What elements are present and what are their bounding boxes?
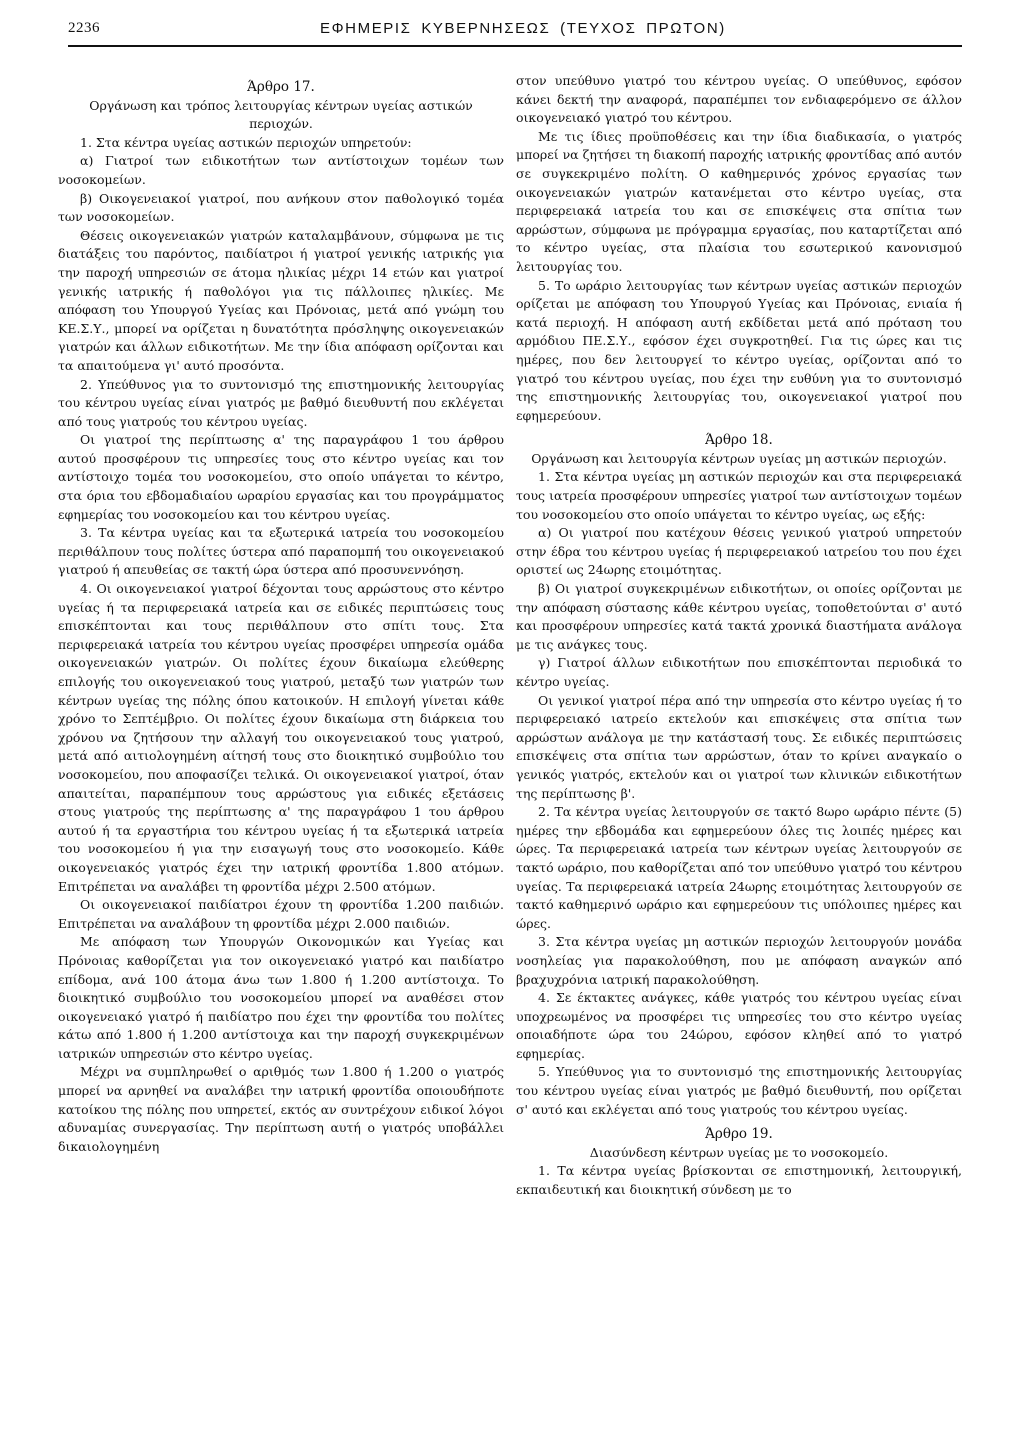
right-column xyxy=(516,72,962,1200)
article-18-title: Άρθρο 18. xyxy=(705,432,773,449)
paragraph: β) Οι γιατροί συγκεκριμένων ειδικοτήτων, οι οποίες ορίζονται με την απόφαση σύστασης κάθε κέντρου υγείας, τοποθετούνται σ' αυτό και προσφέρουν υπηρεσίες κατά τακτά χρονικά διαστήματα ανάλογα με τις ανάγκες τους. xyxy=(516,581,962,652)
paragraph: 1. Στα κέντρα υγείας αστικών περιοχών υπηρετούν: xyxy=(80,134,412,150)
paragraph: Με τις ίδιες προϋποθέσεις και την ίδια διαδικασία, ο γιατρός μπορεί να ζητήσει τη διακοπή παροχής ιατρικής φροντίδας από αυτόν σε συγκεκριμένο πολίτη. Ο καθημερινός χρόνος εργασίας των οικογενειακών γιατρών κατανέμεται στο κέντρο υγείας, στα περιφερειακά ιατρεία του και σε επισκέψεις στα σπίτια των αρρώστων, σύμφωνα με πρόγραμμα εργασίας, που καταρτίζεται από το κέντρο υγείας, στα πλαίσια του εσωτερικού κανονισμού λειτουργίας του. xyxy=(516,128,962,274)
paragraph: 4. Οι οικογενειακοί γιατροί δέχονται τους αρρώστους στο κέντρο υγείας ή τα περιφερειακά ιατρεία και σε ειδικές περιπτώσεις τους επισκέπτονται και τους περιθάλπουν στο σπίτι τους. Στα περιφερειακά ιατρεία του κέντρου υγείας προσφέρει υπηρεσία ομάδα οικογενειακών γιατρών. Οι πολίτες έχουν δικαίωμα ελεύθερης επιλογής του οικογενειακού τους γιατρού, μεταξύ των γιατρών των κέντρων υγείας της πόλης όπου κατοικούν. Η επιλογή γίνεται κάθε χρόνο το Σεπτέμβριο. Οι πολίτες έχουν δικαίωμα στη διάρκεια του χρόνου να ζητήσουν την αλλαγή του οικογενειακού τους γιατρού, μετά από αιτιολογημένη αίτησή τους στο διοικητικό συμβούλιο του νοσοκομείου, που αποφασίζει τελικά. Οι οικογενειακοί γιατροί, όταν απαιτείται, παραπέμπουν τους αρρώστους για ειδικές εξετάσεις στους γιατρούς της περίπτωσης α' της παραγράφου 1 του άρθρου αυτού ή τα εργαστήρια του κέντρου υγείας ή τα εξωτερικά ιατρεία του νοσοκομείου ή για την εισαγωγή τους στο νοσοκομείο. Κάθε οικογενειακός γιατρός έχει την ιατρική φροντίδα 1.800 ατόμων. Επιτρέπεται να αναλάβει τη φροντίδα μέχρι 2.500 ατόμων. xyxy=(58,581,504,894)
page-header xyxy=(68,20,962,44)
paragraph: στον υπεύθυνο γιατρό του κέντρου υγείας. Ο υπεύθυνος, εφόσον κάνει δεκτή την αναφορά, παραπέμπει τον ενδιαφερόμενο σε άλλον οικογενειακό γιατρό του κέντρου. xyxy=(516,73,962,126)
paragraph: α) Γιατροί των ειδικοτήτων των αντίστοιχων τομέων των νοσοκομείων. xyxy=(58,153,504,187)
paragraph: Με απόφαση των Υπουργών Οικονομικών και Υγείας και Πρόνοιας καθορίζεται για τον οικογενειακό γιατρό και παιδίατρο επίδομα, ανά 100 άτομα άνω των 1.800 ή 1.200 αντίστοιχα. Το διοικητικό συμβούλιο του νοσοκομείου μπορεί να αναθέσει στον οικογενειακό γιατρό ή παιδίατρο που έχει την φροντίδα του πολίτες κάτω από 1.800 ή 1.200 αντίστοιχα και την παροχή συγκεκριμένων ιατρικών υπηρεσιών στο κέντρο υγείας. xyxy=(58,934,504,1061)
paragraph: 3. Τα κέντρα υγείας και τα εξωτερικά ιατρεία του νοσοκομείου περιθάλπουν τους πολίτες ύστερα από παραπομπή του οικογενειακού γιατρού ή απευθείας σε τακτή ώρα ύστερα από προσυνεννόηση. xyxy=(58,525,504,578)
left-column xyxy=(58,72,504,1156)
paragraph: 3. Στα κέντρα υγείας μη αστικών περιοχών λειτουργούν μονάδα νοσηλείας για παρακολούθηση, που με απόφαση αναγκών από βραχυχρόνια ιατρική παρακολούθηση. xyxy=(516,934,962,987)
paragraph: Οι γιατροί της περίπτωσης α' της παραγράφου 1 του άρθρου αυτού προσφέρουν τις υπηρεσίες τους στο κέντρο υγείας και τον αντίστοιχο τομέα του νοσοκομείου, στο οποίο υπάγεται το κέντρο, στα όρια του εβδομαδιαίου ωραρίου εργασίας και του προγράμματος εφημερίας του νοσοκομείου και του κέντρου υγείας. xyxy=(58,432,504,522)
gazette-title: ΕΦΗΜΕΡΙΣ ΚΥΒΕΡΝΗΣΕΩΣ (ΤΕΥΧΟΣ ΠΡΩΤΟΝ) xyxy=(320,20,726,37)
paragraph: 5. Υπεύθυνος για το συντονισμό της επιστημονικής λειτουργίας του κέντρου υγείας είναι γιατρός με βαθμό διευθυντή, που ορίζεται σ' αυτό και εκλέγεται από τους γιατρούς του κέντρου υγείας. xyxy=(516,1064,962,1117)
paragraph: Θέσεις οικογενειακών γιατρών καταλαμβάνουν, σύμφωνα με τις διατάξεις του παρόντος, παιδίατροι ή γιατροί γενικής ιατρικής για την παροχή υπηρεσιών σε άτομα ηλικίας μέχρι 14 ετών και γιατροί γενικής ιατρικής ή παθολόγοι για τις πάλλοιπες ηλικίες. Με απόφαση του Υπουργού Υγείας και Πρόνοιας, μετά από γνώμη του ΚΕ.Σ.Υ., μπορεί να ορίζεται η δυνατότητα πρόσληψης οικογενειακών γιατρών και άλλων ειδικοτήτων. Με την ίδια απόφαση ορίζονται και τα απαιτούμενα γι' αυτό προσόντα. xyxy=(58,227,504,373)
paragraph: Μέχρι να συμπληρωθεί ο αριθμός των 1.800 ή 1.200 ο γιατρός μπορεί να αρνηθεί να αναλάβει την ιατρική φροντίδα οποιουδήποτε κατοίκου της πόλης που υπηρετεί, εκτός αν συντρέχουν ειδικοί λόγοι αδυναμίας συνεργασίας. Την περίπτωση αυτή ο γιατρός υποβάλλει δικαιολογημένη xyxy=(58,1064,504,1154)
article-19-subtitle: Διασύνδεση κέντρων υγείας με το νοσοκομείο. xyxy=(589,1144,889,1160)
paragraph: 5. Το ωράριο λειτουργίας των κέντρων υγείας αστικών περιοχών ορίζεται με απόφαση του Υπουργού Υγείας και Πρόνοιας, ενιαία ή κατά περιοχή. Η απόφαση αυτή εκδίδεται μετά από πρόταση του αρμόδιου ΠΕ.Σ.Υ., εφόσον έχει συγκροτηθεί. Για τις ώρες και τις ημέρες, που δεν λειτουργεί το κέντρο υγείας, ορίζονται από το γιατρό του κέντρου υγείας, που έχει την ευθύνη για το συντονισμό της επιστημονικής λειτουργίας του, οικογενειακοί γιατροί που εφημερεύουν. xyxy=(516,277,962,423)
paragraph: β) Οικογενειακοί γιατροί, που ανήκουν στον παθολογικό τομέα των νοσοκομείων. xyxy=(58,190,504,225)
page-number: 2236 xyxy=(68,20,100,36)
paragraph: 1. Τα κέντρα υγείας βρίσκονται σε επιστημονική, λειτουργική, εκπαιδευτική και διοικητική σύνδεση με το xyxy=(516,1163,962,1198)
paragraph: α) Οι γιατροί που κατέχουν θέσεις γενικού γιατρού υπηρετούν στην έδρα του κέντρου υγείας ή περιφερειακού ιατρείου του που έχει οριστεί ως 24ωρης ετοιμότητας. xyxy=(516,525,962,578)
paragraph: Οι γενικοί γιατροί πέρα από την υπηρεσία στο κέντρο υγείας ή το περιφερειακό ιατρείο εκτελούν και επισκέψεις στα σπίτια των αρρώστων ανάλογα με την κατάστασή τους. Σε ειδικές περιπτώσεις επισκέψεις στα σπίτια των αρρώστων, όταν το κρίνει αναγκαίο ο γενικός γιατρός, εκτελούν και οι γιατροί των κλινικών ειδικοτήτων της περίπτωσης β'. xyxy=(516,692,962,801)
paragraph: 4. Σε έκτακτες ανάγκες, κάθε γιατρός του κέντρου υγείας είναι υποχρεωμένος να προσφέρει τις υπηρεσίες του στο κέντρο υγείας οποιαδήποτε ώρα του 24ώρου, εφόσον κληθεί από το γιατρό εφημερίας. xyxy=(516,990,962,1061)
header-rule xyxy=(68,45,962,47)
article-17-subtitle: Οργάνωση και τρόπος λειτουργίας κέντρων υγείας αστικών περιοχών. xyxy=(89,97,473,132)
article-19-title: Άρθρο 19. xyxy=(705,1126,773,1143)
paragraph: 1. Στα κέντρα υγείας μη αστικών περιοχών και στα περιφερειακά τους ιατρεία προσφέρουν υπηρεσίες γιατροί των αντίστοιχων τομέων του νοσοκομείου στο οποίο υπάγεται το κέντρο υγείας, ως εξής: xyxy=(516,469,962,522)
article-17-title: Άρθρο 17. xyxy=(247,79,315,95)
paragraph: 2. Υπεύθυνος για το συντονισμό της επιστημονικής λειτουργίας του κέντρου υγείας είναι γιατρός με βαθμό διευθυντή που εκλέγεται από τους γιατρούς του κέντρου υγείας. xyxy=(58,376,504,429)
paragraph: 2. Τα κέντρα υγείας λειτουργούν σε τακτό 8ωρο ωράριο πέντε (5) ημέρες την εβδομάδα και εφημερεύουν όλες τις λοιπές ημέρες και ώρες. Τα περιφερειακά ιατρεία των κέντρων υγείας λειτουργούν σε τακτό ωράριο, που καθορίζεται από τον υπεύθυνο γιατρό του κέντρου υγείας. Τα περιφερειακά ιατρεία 24ωρης ετοιμότητας λειτουργούν σε τακτό καθημερινό ωράριο και εφημερεύουν τις υπόλοιπες ημέρες και ώρες. xyxy=(516,804,962,931)
paragraph: γ) Γιατροί άλλων ειδικοτήτων που επισκέπτονται περιοδικά το κέντρο υγείας. xyxy=(516,655,962,689)
paragraph: Οι οικογενειακοί παιδίατροι έχουν τη φροντίδα 1.200 παιδιών. Επιτρέπεται να αναλάβουν τη φροντίδα μέχρι 2.000 παιδιών. xyxy=(58,897,504,931)
article-18-subtitle: Οργάνωση και λειτουργία κέντρων υγείας μη αστικών περιοχών. xyxy=(531,450,947,466)
